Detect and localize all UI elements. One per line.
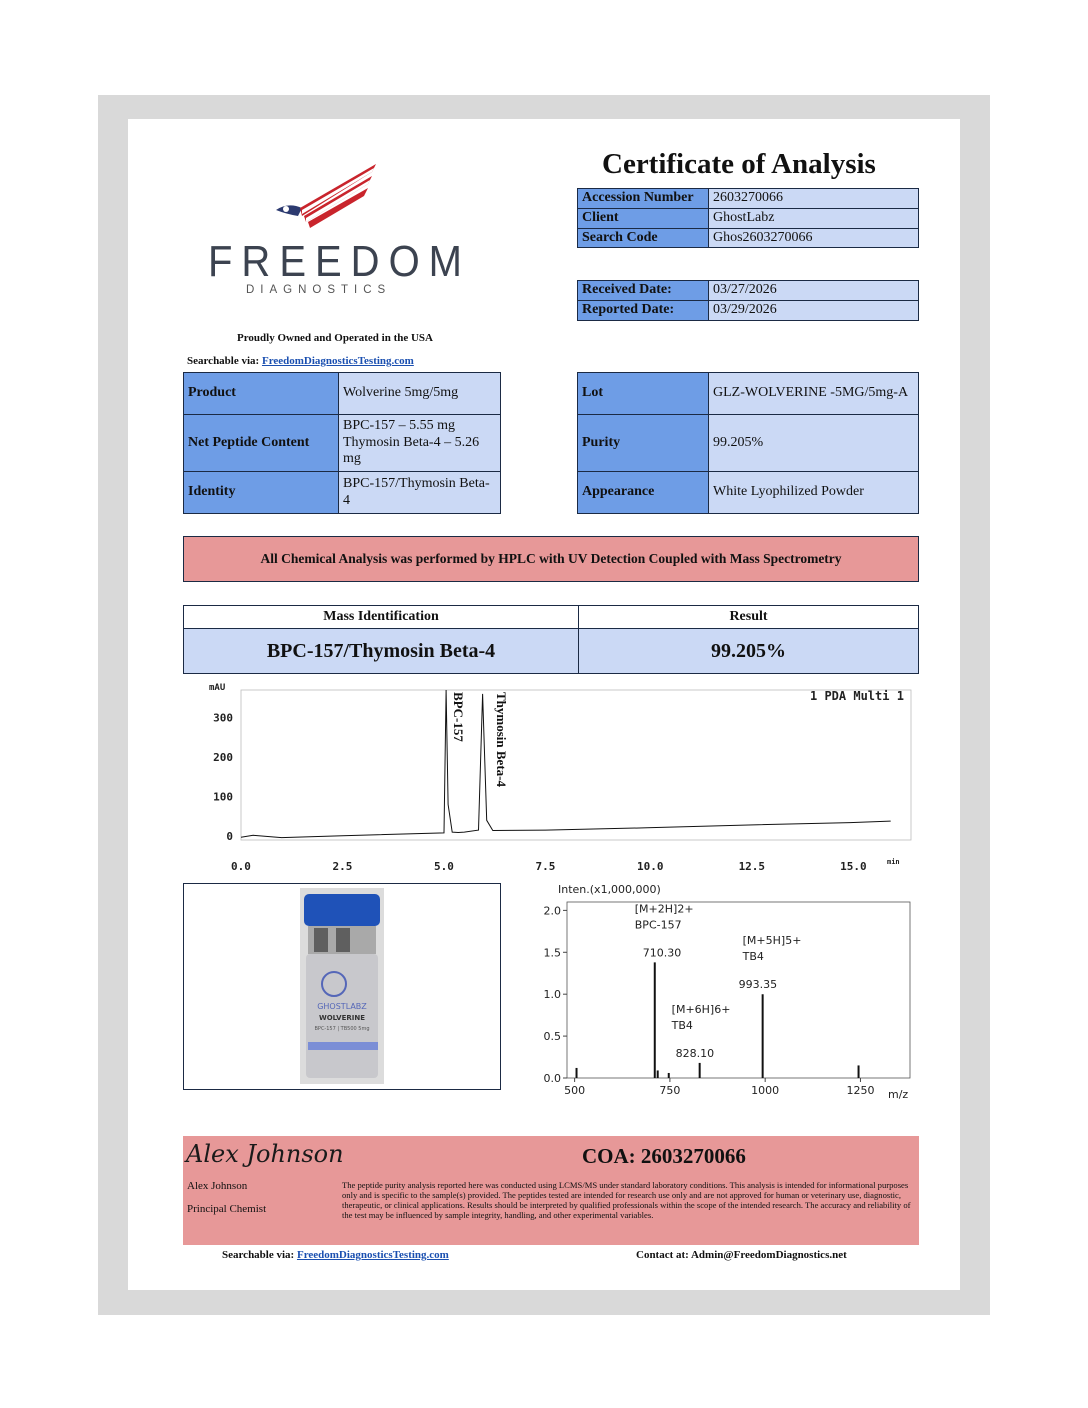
- ms-x-tick: 1000: [751, 1084, 780, 1097]
- table-row: [578, 208, 919, 228]
- net-peptide-value: BPC-157 – 5.55 mg Thymosin Beta-4 – 5.26 mg: [339, 415, 501, 472]
- footer-website-link[interactable]: FreedomDiagnosticsTesting.com: [296, 1249, 449, 1261]
- dates-table: [577, 280, 919, 321]
- table-row: [578, 415, 919, 472]
- ms-ion-label: TB4: [742, 950, 764, 964]
- ms-peak-value: 828.10: [675, 1046, 715, 1060]
- vial-cap-icon: [304, 894, 380, 926]
- compound-value: BPC-157/Thymosin Beta-4: [184, 629, 579, 674]
- hplc-y-tick: 300: [213, 711, 233, 725]
- ms-ion-label: [M+6H]6+: [671, 1002, 731, 1016]
- product-label: Product: [184, 373, 339, 415]
- chemist-name: Alex Johnson: [187, 1180, 248, 1192]
- table-row: [184, 472, 501, 514]
- table-row: [184, 415, 501, 472]
- identity-label: Identity: [184, 472, 339, 514]
- hplc-x-tick: 15.0: [840, 860, 867, 873]
- tagline: Proudly Owned and Operated in the USA: [237, 332, 433, 344]
- method-banner: All Chemical Analysis was performed by HPLC with UV Detection Coupled with Mass Spectrometry: [183, 536, 919, 582]
- website-link[interactable]: FreedomDiagnosticsTesting.com: [261, 355, 414, 367]
- ms-x-tick: 750: [659, 1084, 681, 1097]
- hplc-x-tick: 7.5: [535, 860, 556, 873]
- ms-ion-label: [M+5H]5+: [742, 934, 802, 948]
- ms-y-tick: 0.0: [543, 1072, 561, 1085]
- ms-y-tick: 0.5: [543, 1030, 561, 1044]
- product-table: [183, 372, 501, 514]
- net-peptide-label: Net Peptide Content: [184, 415, 339, 472]
- table-row: [184, 629, 919, 674]
- purity-value: 99.205%: [709, 415, 919, 472]
- hplc-title: 1 PDA Multi 1: [810, 689, 904, 703]
- footer-searchable-label: Searchable via:: [222, 1249, 295, 1261]
- ms-ion-label: TB4: [671, 1018, 693, 1032]
- search-code-label: Search Code: [578, 228, 709, 248]
- table-row: [184, 373, 501, 415]
- ms-y-tick: 1.5: [543, 946, 561, 960]
- searchable-label: Searchable via:: [187, 355, 260, 367]
- table-row: [184, 606, 919, 629]
- ms-xlabel: m/z: [888, 1088, 909, 1101]
- vial-detail: BPC-157 | TB500 5mg: [314, 1026, 370, 1032]
- table-row: [578, 228, 919, 248]
- hplc-peak-label: BPC-157: [451, 692, 467, 742]
- accession-value: 2603270066: [709, 189, 919, 209]
- hplc-x-tick: 12.5: [738, 860, 766, 873]
- ms-title: Inten.(x1,000,000): [558, 883, 661, 896]
- vial-photo: [184, 884, 499, 1088]
- result-header: Result: [579, 606, 919, 629]
- hplc-xlabel: min: [887, 858, 900, 866]
- hplc-y-tick: 100: [213, 790, 233, 804]
- signature: Alex Johnson: [186, 1140, 344, 1168]
- lot-table: [577, 372, 919, 514]
- hplc-chromatogram: [183, 680, 919, 875]
- appearance-value: White Lyophilized Powder: [709, 472, 919, 514]
- hplc-plot-frame: [241, 690, 911, 840]
- accession-table: [577, 188, 919, 248]
- reported-label: Reported Date:: [578, 300, 709, 320]
- coa-number: COA: 2603270066: [582, 1144, 746, 1168]
- ms-y-tick: 1.0: [543, 988, 561, 1002]
- vial-brand: GHOSTLABZ: [317, 1002, 367, 1011]
- searchable-line: [187, 355, 414, 367]
- mass-id-header: Mass Identification: [184, 606, 579, 629]
- purity-label: Purity: [578, 415, 709, 472]
- vial-photo-frame: [183, 883, 501, 1090]
- ms-ion-label: BPC-157: [634, 918, 682, 932]
- accession-label: Accession Number: [578, 189, 709, 209]
- brand-wordmark: FREEDOM: [208, 238, 471, 286]
- hplc-x-tick: 0.0: [231, 860, 251, 873]
- product-value: Wolverine 5mg/5mg: [339, 373, 501, 415]
- disclaimer: The peptide purity analysis reported here was conducted using LCMS/MS under standard laboratory conditions. This analysis is intended for informational purposes only and is specific to the sample(s) provided. The peptides tested are intended for research use only and are not approved for human or veterinary use, diagnostic, therapeutic, or clinical applications. Results should be interpreted by qualified professionals within the scope of the intended research. The accuracy and reliability of the test may be influenced by sample integrity, handling, and other experimental variables.: [342, 1180, 911, 1221]
- hplc-x-tick: 10.0: [637, 860, 664, 873]
- page-title: Certificate of Analysis: [602, 148, 876, 180]
- table-row: [578, 373, 919, 415]
- appearance-label: Appearance: [578, 472, 709, 514]
- client-label: Client: [578, 208, 709, 228]
- flag-eagle-logo-icon: [268, 158, 383, 233]
- chemist-role: Principal Chemist: [187, 1203, 267, 1215]
- mass-spectrum: [520, 880, 920, 1102]
- hplc-y-tick: 200: [213, 751, 233, 765]
- ms-x-tick: 500: [564, 1084, 586, 1097]
- table-row: [578, 281, 919, 301]
- ms-peak-value: 993.35: [738, 978, 778, 992]
- lot-label: Lot: [578, 373, 709, 415]
- client-value: GhostLabz: [709, 208, 919, 228]
- received-value: 03/27/2026: [709, 281, 919, 301]
- vial-product: WOLVERINE: [318, 1014, 366, 1022]
- brand-subtitle: DIAGNOSTICS: [246, 284, 392, 296]
- ms-x-tick: 1250: [846, 1084, 875, 1097]
- hplc-ylabel: mAU: [209, 683, 226, 693]
- table-row: [578, 189, 919, 209]
- table-row: [578, 472, 919, 514]
- table-row: [578, 300, 919, 320]
- mass-id-table: [183, 605, 919, 674]
- identity-value: BPC-157/Thymosin Beta-4: [339, 472, 501, 514]
- search-code-value: Ghos2603270066: [709, 228, 919, 248]
- ms-ion-label: [M+2H]2+: [634, 902, 694, 916]
- hplc-y-tick: 0: [226, 830, 233, 844]
- contact-email[interactable]: Contact at: Admin@FreedomDiagnostics.net: [636, 1249, 847, 1261]
- hplc-x-tick: 5.0: [434, 860, 454, 873]
- reported-value: 03/29/2026: [709, 300, 919, 320]
- ms-y-tick: 2.0: [543, 904, 561, 918]
- received-label: Received Date:: [578, 281, 709, 301]
- hplc-peak-label: Thymosin Beta-4: [493, 692, 509, 787]
- ms-peak-value: 710.30: [642, 946, 682, 960]
- hplc-x-tick: 2.5: [332, 860, 353, 873]
- lot-value: GLZ-WOLVERINE -5MG/5mg-A: [709, 373, 919, 415]
- footer-searchable: [222, 1249, 449, 1261]
- result-value: 99.205%: [579, 629, 919, 674]
